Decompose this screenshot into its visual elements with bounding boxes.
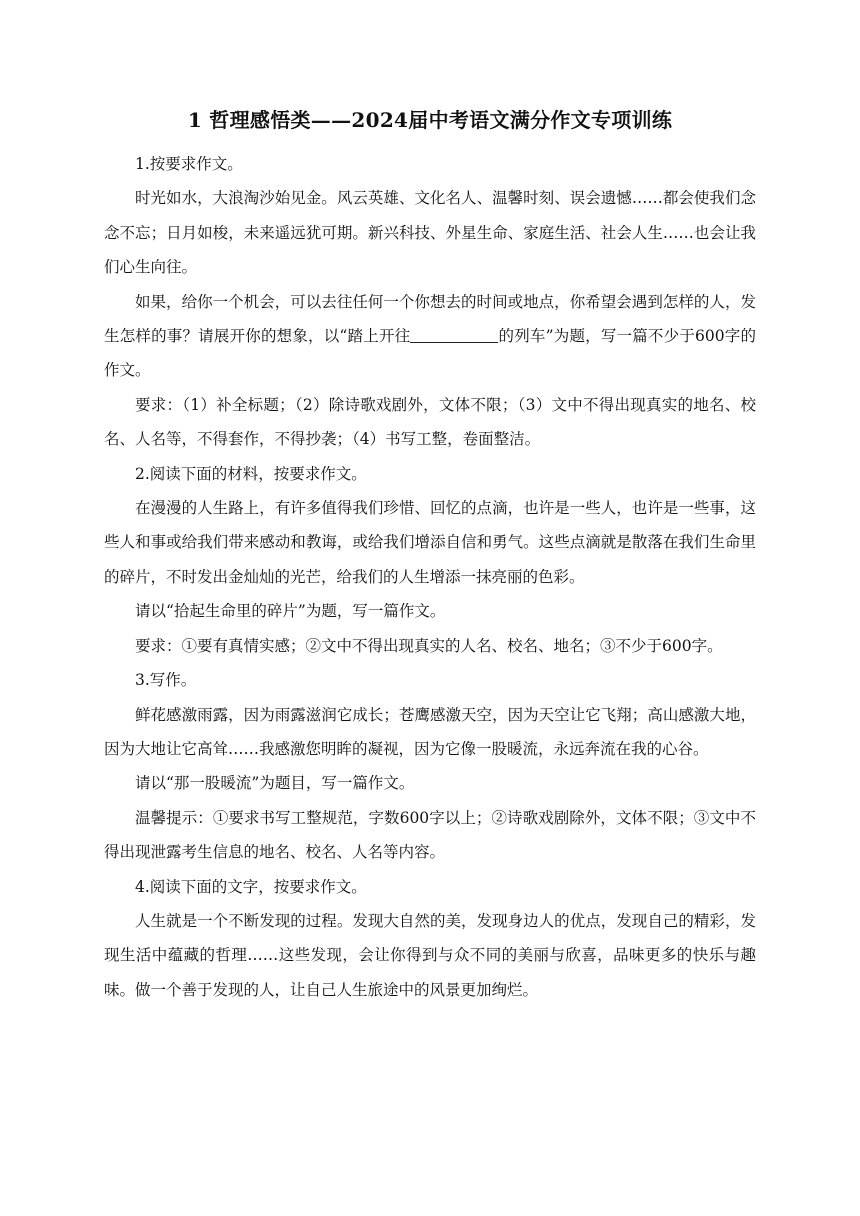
question-4-heading: 4.阅读下面的文字，按要求作文。 [135,877,367,896]
question-4-paragraph-1: 人生就是一个不断发现的过程。发现大自然的美，发现身边人的优点，发现自己的精彩，发现生活中蕴藏的哲理……这些发现，会让你得到与众不同的美丽与欣喜，品味更多的快乐与趣味。做一个善于发现的人，让自己人生旅途中的风景更加绚烂。 [104,911,756,999]
question-3-heading: 3.写作。 [135,671,197,690]
question-3-paragraph-2: 请以“那一股暖流”为题目，写一篇作文。 [135,774,415,793]
document-body [104,147,756,1007]
question-1-paragraph-2-before: 如果，给你一个机会，可以去往任何一个你想去的时间或地点，你希望会遇到怎样的人，发生怎样的事？请展开你的想象，以“踏上开往 [104,292,756,346]
title-blank-line [410,327,498,344]
question-3-paragraph-1: 鲜花感激雨露，因为雨露滋润它成长；苍鹰感激天空，因为天空让它飞翔；高山感激大地，因为大地让它高耸……我感激您明眸的凝视，因为它像一股暖流，永远奔流在我的心谷。 [104,705,756,758]
question-1-paragraph-2 [104,285,756,388]
question-1-requirements: 要求：（1）补全标题；（2）除诗歌戏剧外，文体不限；（3）文中不得出现真实的地名、校名、人名等，不得套作，不得抄袭；（4）书写工整，卷面整洁。 [104,395,756,449]
page-title: 1 哲理感悟类——2024届中考语文满分作文专项训练 [187,108,673,132]
question-1-paragraph-2-after: 的列车”为题，写一篇不少于600字的作文。 [104,327,756,380]
question-1-paragraph-1: 时光如水，大浪淘沙始见金。风云英雄、文化名人、温馨时刻、误会遗憾……都会使我们念念不忘；日月如梭，未来遥远犹可期。新兴科技、外星生命、家庭生活、社会人生……也会让我们心生向往。 [104,189,756,277]
question-3-tips: 温馨提示：①要求书写工整规范，字数600字以上；②诗歌戏剧除外，文体不限；③文中不得出现泄露考生信息的地名、校名、人名等内容。 [104,808,756,862]
question-2-paragraph-2: 请以“拾起生命里的碎片”为题，写一篇作文。 [135,602,446,621]
question-2-heading: 2.阅读下面的材料，按要求作文。 [135,464,367,483]
question-2-requirements: 要求：①要有真情实感；②文中不得出现真实的人名、校名、地名；③不少于600字。 [135,636,723,655]
question-1-heading: 1.按要求作文。 [135,155,243,173]
question-2-paragraph-1: 在漫漫的人生路上，有许多值得我们珍惜、回忆的点滴，也许是一些人，也许是一些事，这些人和事或给我们带来感动和教诲，或给我们增添自信和勇气。这些点滴就是散落在我们生命里的碎片，不时发出金灿灿的光芒，给我们的人生增添一抹亮丽的色彩。 [104,499,756,586]
